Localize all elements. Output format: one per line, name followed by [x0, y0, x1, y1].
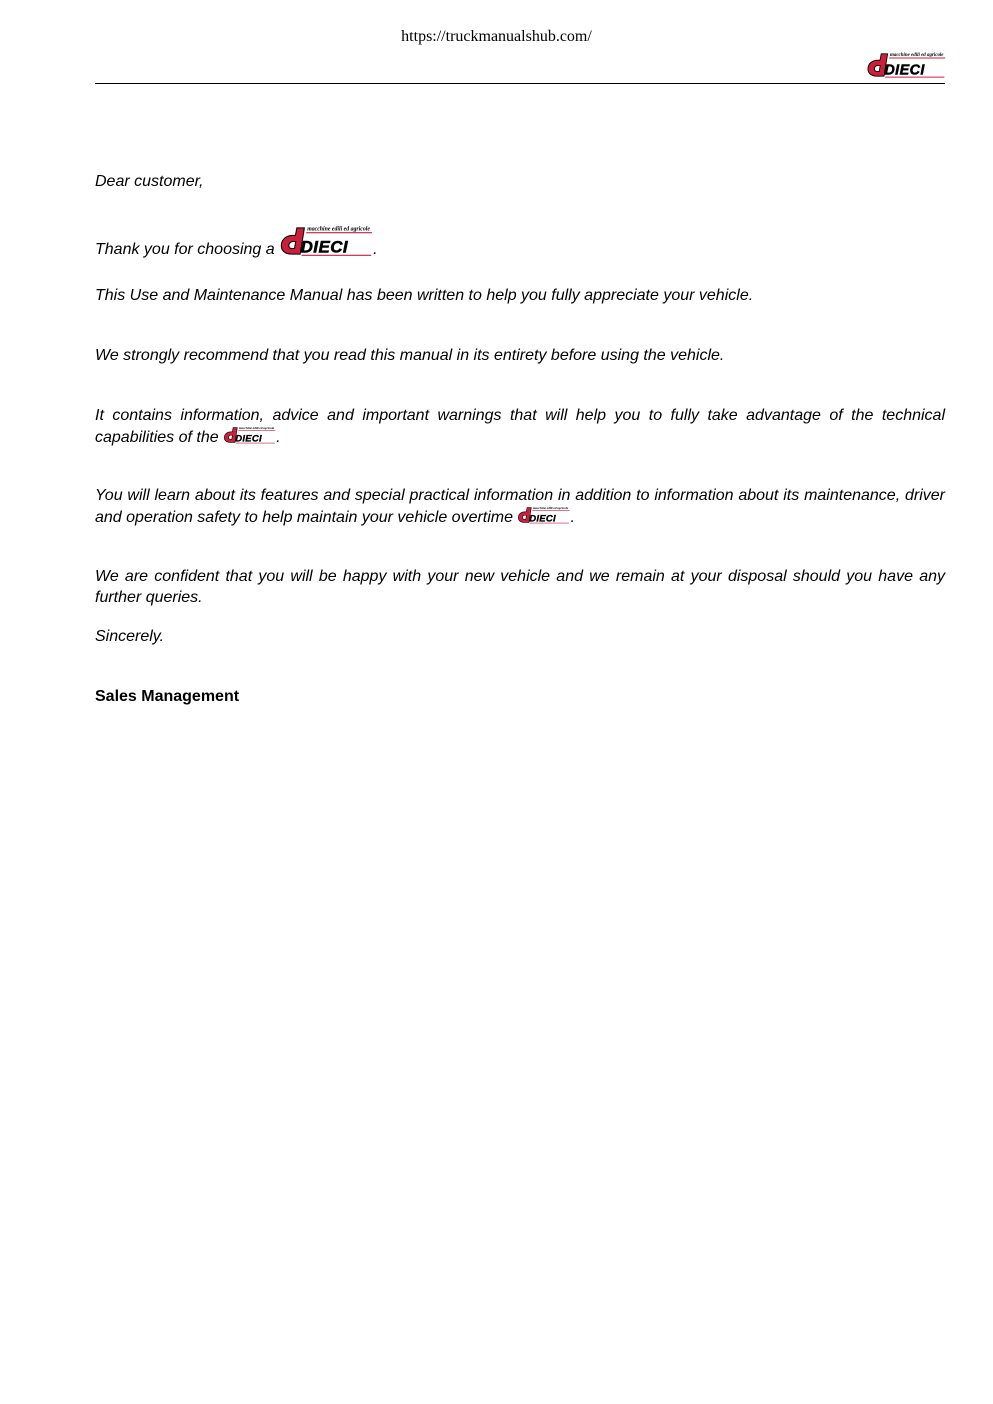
- source-url: https://truckmanualshub.com/: [401, 28, 592, 45]
- dieci-logo-icon: [223, 426, 276, 444]
- paragraph-features-period: .: [570, 509, 575, 526]
- paragraph-information: [95, 405, 945, 448]
- thanks-line: [95, 225, 945, 260]
- paragraph-information-period: .: [276, 429, 281, 446]
- paragraph-manual-purpose: This Use and Maintenance Manual has been written to help you fully appreciate your vehicle.: [95, 287, 754, 304]
- dieci-logo-icon: [866, 51, 946, 79]
- dieci-logo-icon: [517, 506, 570, 524]
- thanks-period: .: [373, 241, 378, 258]
- header-divider: [95, 83, 945, 84]
- paragraph-features-text: You will learn about its features and special practical information in addition to information about its maintenance, driver and operation safety to help maintain your vehicle overtime: [95, 487, 945, 526]
- closing: Sincerely.: [95, 628, 165, 645]
- dieci-logo-icon: [279, 225, 373, 257]
- paragraph-features: [95, 485, 945, 528]
- signature: Sales Management: [95, 688, 240, 705]
- greeting: Dear customer,: [95, 173, 204, 190]
- thanks-text: Thank you for choosing a: [95, 241, 275, 258]
- paragraph-information-text: It contains information, advice and important warnings that will help you to fully take advantage of the technical capabilities of the: [95, 407, 945, 446]
- paragraph-confidence: We are confident that you will be happy with your new vehicle and we remain at your disposal should you have any further queries.: [95, 568, 945, 606]
- paragraph-recommendation: We strongly recommend that you read this manual in its entirety before using the vehicle.: [95, 347, 725, 364]
